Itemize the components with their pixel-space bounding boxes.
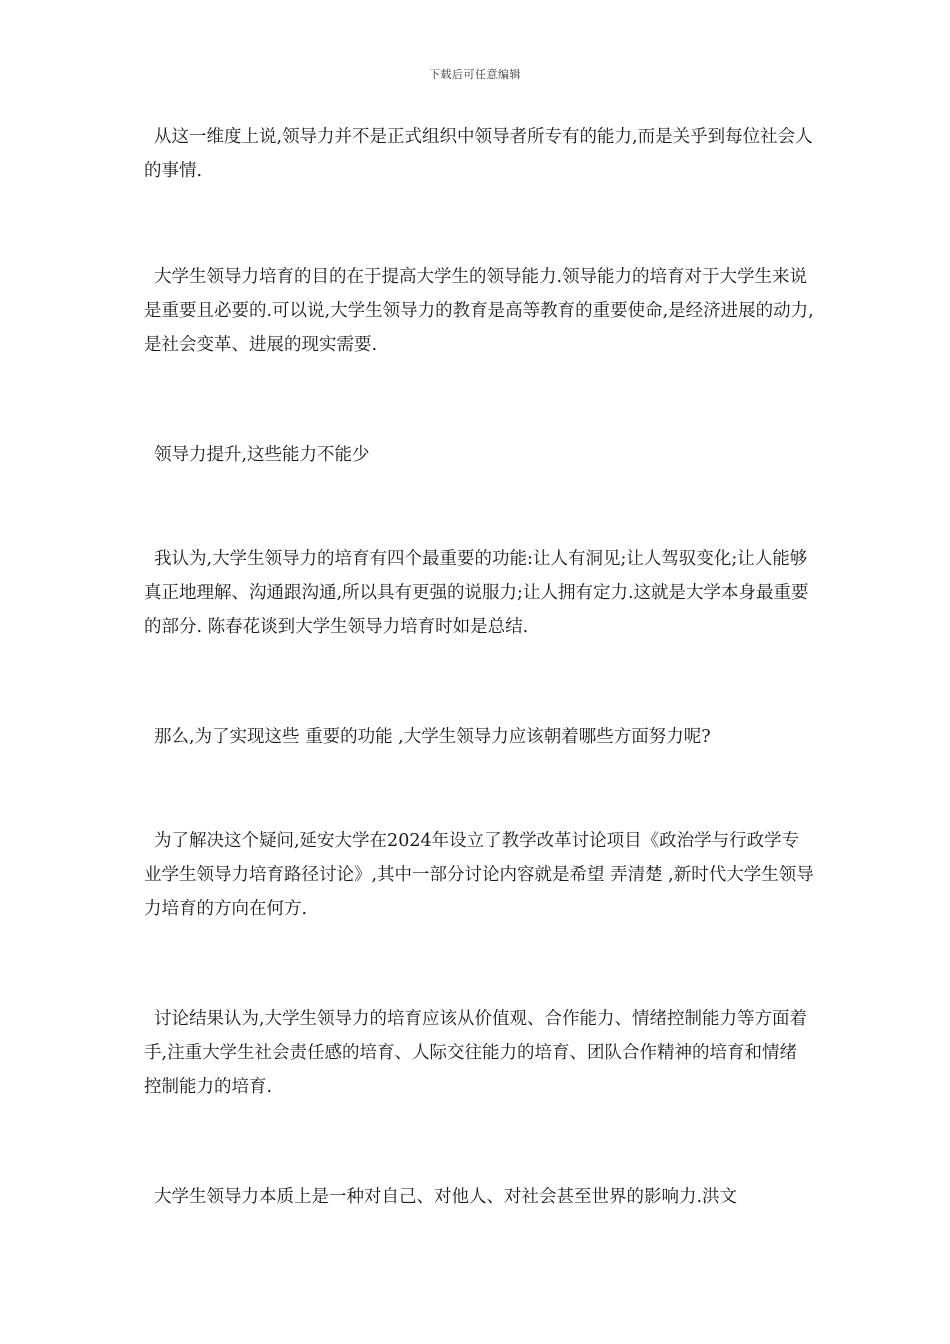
section-heading: 领导力提升,这些能力不能少 (154, 445, 370, 465)
paragraph-1: 从这一维度上说,领导力并不是正式组织中领导者所专有的能力,而是关乎到每位社会人的事情. (144, 127, 813, 181)
paragraph-7: 大学生领导力本质上是一种对自己、对他人、对社会甚至世界的影响力.洪文 (154, 1187, 738, 1207)
paragraph-4: 那么,为了实现这些 重要的功能 ,大学生领导力应该朝着哪些方面努力呢? (154, 727, 711, 747)
page-header: 下载后可任意编辑 (429, 68, 521, 81)
paragraph-5: 为了解决这个疑问,延安大学在2024年设立了教学改革讨论项目《政治学与行政学专业学生领导力培育路径讨论》,其中一部分讨论内容就是希望 弄清楚 ,新时代大学生领导力培育的方向在何方. (144, 831, 814, 919)
paragraph-3: 我认为,大学生领导力的培育有四个最重要的功能:让人有洞见;让人驾驭变化;让人能够真正地理解、沟通跟沟通,所以具有更强的说服力;让人拥有定力.这就是大学本身最重要的部分. 陈春花谈到大学生领导力培育时如是总结. (144, 549, 809, 637)
paragraph-2: 大学生领导力培育的目的在于提高大学生的领导能力.领导能力的培育对于大学生来说是重要且必要的.可以说,大学生领导力的教育是高等教育的重要使命,是经济进展的动力,是社会变革、进展的现实需要. (144, 267, 814, 355)
paragraph-6: 讨论结果认为,大学生领导力的培育应该从价值观、合作能力、情绪控制能力等方面着手,注重大学生社会责任感的培育、人际交往能力的培育、团队合作精神的培育和情绪控制能力的培育. (144, 1009, 808, 1097)
